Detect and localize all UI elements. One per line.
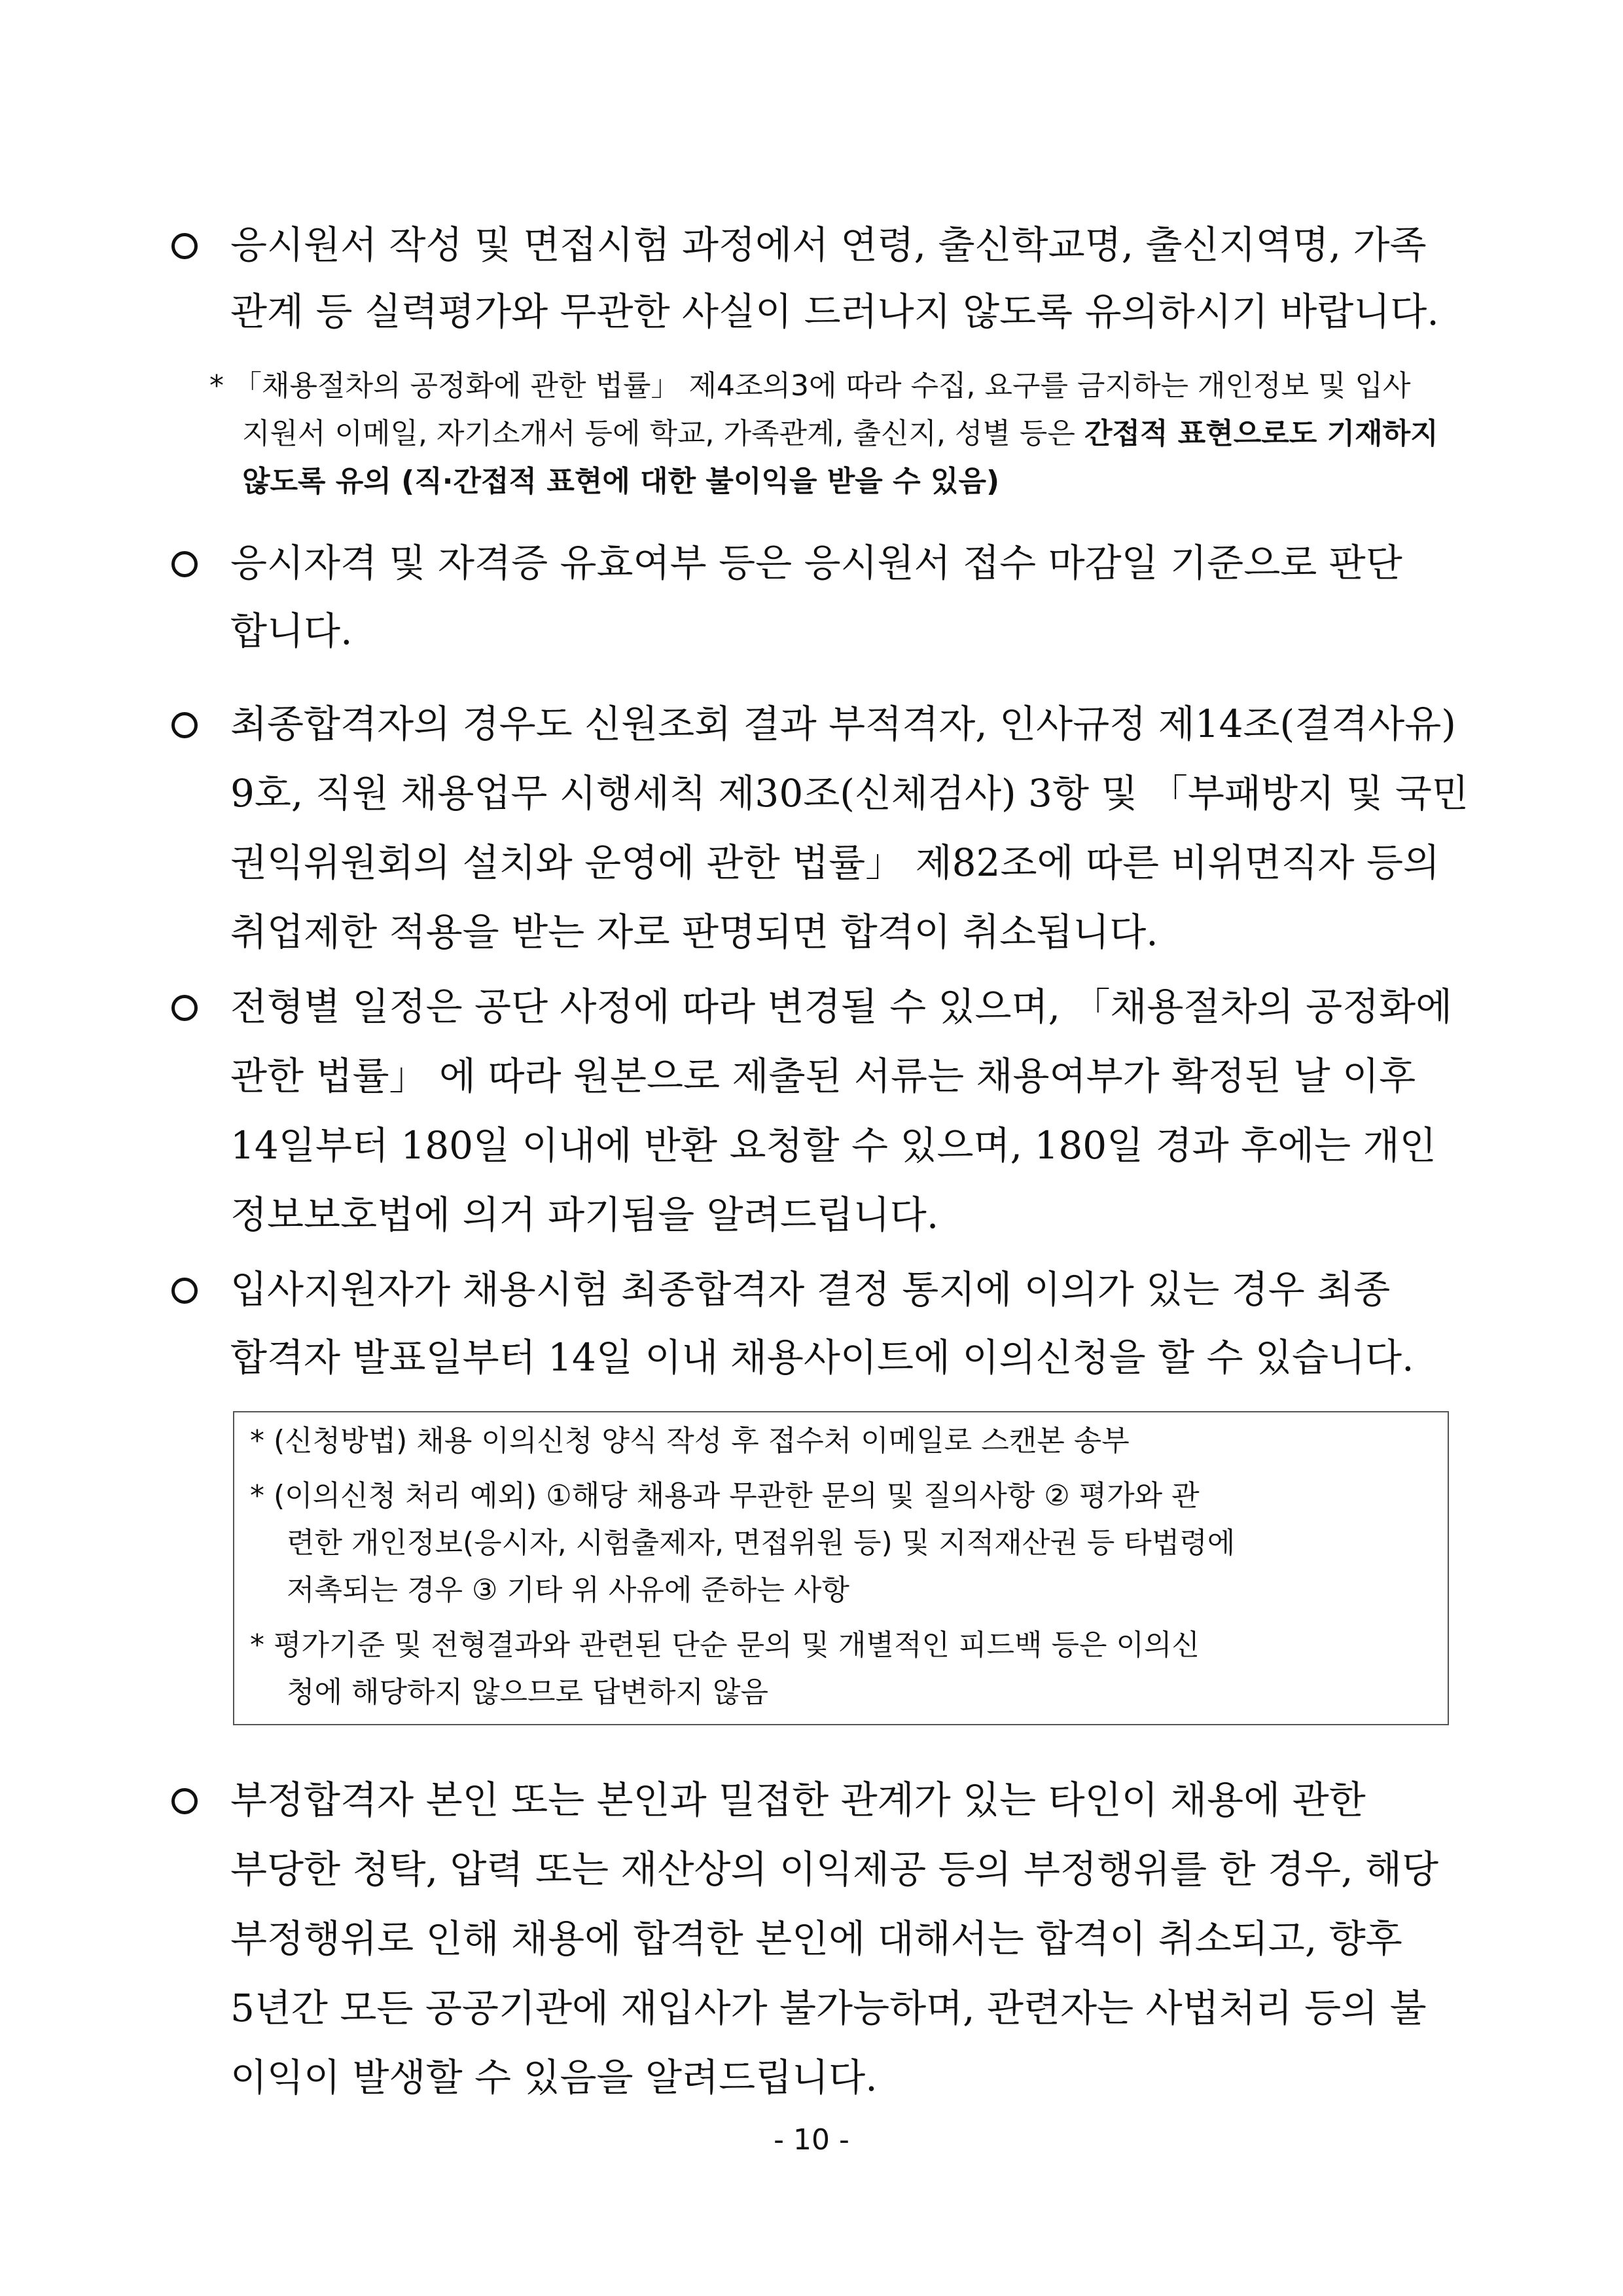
notice-item-schedule-documents [171, 980, 1454, 1255]
notice-item-disqualification [171, 698, 1469, 973]
circle-bullet-icon [171, 1788, 198, 1814]
notice-line: 14일부터 180일 이내에 반환 요청할 수 있으며, 180일 경과 후에는 개인 [230, 1123, 1436, 1168]
notice-line: 전형별 일정은 공단 사정에 따라 변경될 수 있으며, 「채용절차의 공정화에 [230, 984, 1453, 1029]
notice-line: 관계 등 실력평가와 무관한 사실이 드러나지 않도록 유의하시기 바랍니다. [230, 289, 1439, 334]
page-number: - 10 - [774, 2123, 849, 2157]
notice-item-objection [171, 1263, 1454, 1394]
notice-line: 부당한 청탁, 압력 또는 재산상의 이익제공 등의 부정행위를 한 경우, 해당 [230, 1847, 1439, 1892]
notice-line: 5년간 모든 공공기관에 재입사가 불가능하며, 관련자는 사법처리 등의 불 [230, 1986, 1427, 2030]
footnote-text: 지원서 이메일, 자기소개서 등에 학교, 가족관계, 출신지, 성별 등은 [242, 417, 1084, 450]
notice-line: 이익이 발생할 수 있음을 알려드립니다. [230, 2055, 878, 2100]
circle-bullet-icon [171, 712, 198, 738]
box-note-line: 련한 개인정보(응시자, 시험출제자, 면접위원 등) 및 지적재산권 등 타법령에 [287, 1526, 1236, 1560]
circle-bullet-icon [171, 995, 198, 1021]
box-note-line: 청에 해당하지 않으므로 답변하지 않음 [287, 1676, 769, 1709]
notice-line: 정보보호법에 의거 파기됨을 알려드립니다. [230, 1193, 939, 1237]
box-note-line: 저촉되는 경우 ③ 기타 위 사유에 준하는 사항 [287, 1573, 849, 1607]
box-note-line: * 평가기준 및 전형결과와 관련된 단순 문의 및 개별적인 피드백 등은 이의신 [250, 1628, 1200, 1662]
notice-line: 응시자격 및 자격증 유효여부 등은 응시원서 접수 마감일 기준으로 판단 [230, 541, 1402, 585]
notice-item-fraud [171, 1774, 1454, 2114]
box-note-line: * (이의신청 처리 예외) ①해당 채용과 무관한 문의 및 질의사항 ② 평가와 관 [250, 1479, 1200, 1513]
footnote-line [242, 414, 1438, 454]
footnote-emphasis: 않도록 유의 (직·간접적 표현에 대한 불이익을 받을 수 있음) [242, 465, 1000, 498]
notice-line: 9호, 직원 채용업무 시행세칙 제30조(신체검사) 3항 및 「부패방지 및 국민 [230, 771, 1469, 816]
footnote-emphasis: 간접적 표현으로도 기재하지 [1084, 417, 1438, 450]
notice-line: 입사지원자가 채용시험 최종합격자 결정 통지에 이의가 있는 경우 최종 [230, 1267, 1391, 1312]
notice-item-eligibility [171, 537, 1454, 668]
footnote-line [242, 462, 999, 501]
box-note-line: * (신청방법) 채용 이의신청 양식 작성 후 접수처 이메일로 스캔본 송부 [250, 1424, 1130, 1458]
notice-line: 부정행위로 인해 채용에 합격한 본인에 대해서는 합격이 취소되고, 향후 [230, 1916, 1402, 1961]
circle-bullet-icon [171, 1278, 198, 1304]
notice-line: 응시원서 작성 및 면접시험 과정에서 연령, 출신학교명, 출신지역명, 가족 [230, 223, 1427, 267]
notice-line: 최종합격자의 경우도 신원조회 결과 부적격자, 인사규정 제14조(결격사유) [230, 702, 1456, 746]
notice-line: 합격자 발표일부터 14일 이내 채용사이트에 이의신청을 할 수 있습니다. [230, 1335, 1414, 1380]
objection-info-box [233, 1411, 1449, 1725]
circle-bullet-icon [171, 551, 198, 577]
notice-line: 권익위원회의 설치와 운영에 관한 법률」 제82조에 따른 비위면직자 등의 [230, 840, 1440, 885]
footnote-line: * 「채용절차의 공정화에 관한 법률」 제4조의3에 따라 수집, 요구를 금지하는 개인정보 및 입사 [209, 369, 1411, 403]
notice-line: 합니다. [230, 609, 353, 653]
notice-line: 관한 법률」 에 따라 원본으로 제출된 서류는 채용여부가 확정된 날 이후 [230, 1054, 1416, 1098]
notice-line: 부정합격자 본인 또는 본인과 밀접한 관계가 있는 타인이 채용에 관한 [230, 1778, 1366, 1822]
notice-line: 취업제한 적용을 받는 자로 판명되면 합격이 취소됩니다. [230, 910, 1158, 954]
circle-bullet-icon [171, 233, 198, 259]
